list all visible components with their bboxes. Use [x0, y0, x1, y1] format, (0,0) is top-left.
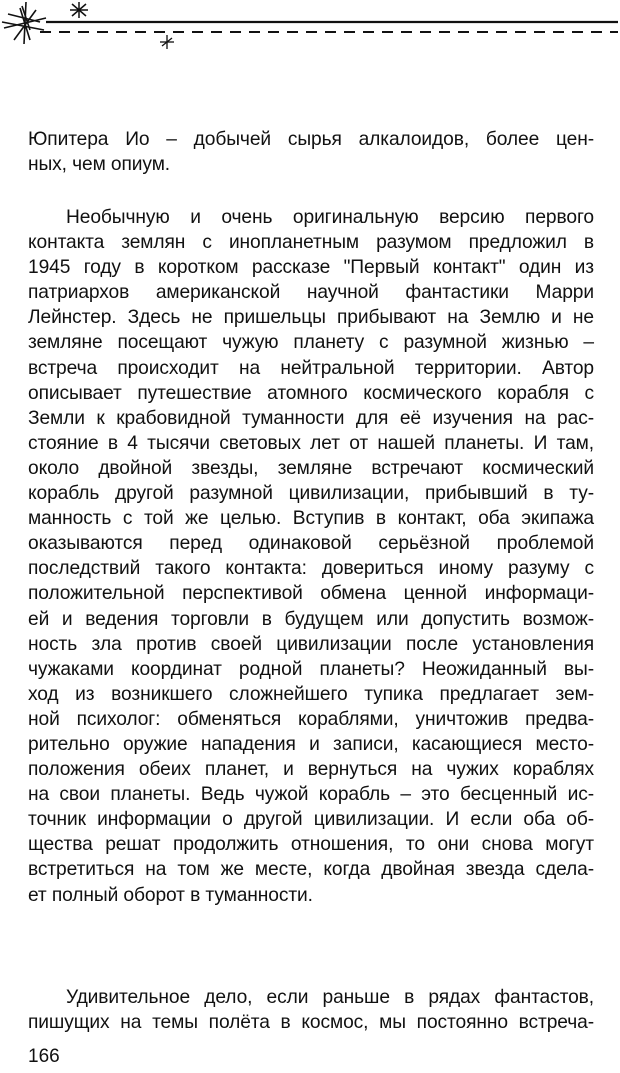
- text-line: щества решат продолжить отношения, то они снова могут: [28, 834, 594, 856]
- text-line: положительной перспективой обмена ценной информаци-: [28, 583, 594, 605]
- text-line: ной психолог: обменяться кораблями, уничтожив предва-: [28, 708, 594, 730]
- text-line: на свои планеты. Ведь чужой корабль – это бесценный ис-: [28, 784, 594, 806]
- text-line: точник информации о другой цивилизации. И если оба об-: [28, 809, 594, 831]
- page-number: 166: [28, 1046, 60, 1067]
- text-line: Необычную и очень оригинальную версию первого: [66, 207, 594, 228]
- text-line: ет полный оборот в туманности.: [28, 884, 313, 906]
- text-line: ных, чем опиум.: [28, 154, 171, 176]
- text-line: встреча происходит на нейтральной территории. Автор: [28, 357, 594, 379]
- text-line: положения обеих планет, и вернуться на чужих кораблях: [28, 759, 594, 781]
- text-line: манность с той же целью. Вступив в контакт, оба экипажа: [28, 508, 594, 530]
- text-line: около двойной звезды, земляне встречают космический: [28, 457, 594, 479]
- text-line: Удивительное дело, если раньше в рядах фантастов,: [66, 987, 594, 1008]
- text-line: контакта землян с инопланетным разумом предложил в: [28, 232, 594, 254]
- text-line: ей и ведения торговли в будущем или допустить возмож-: [28, 608, 594, 630]
- header-ornament: [0, 0, 620, 60]
- text-line: чужаками координат родной планеты? Неожиданный вы-: [28, 658, 594, 680]
- text-line: встретиться на том же месте, когда двойная звезда сдела-: [28, 859, 594, 881]
- text-line: патриархов американской научной фантастики Марри: [28, 282, 594, 304]
- tiny-star-icon: [160, 35, 174, 49]
- star-burst-icon: [2, 2, 46, 44]
- paragraph-1: [28, 127, 594, 177]
- text-line: ность зла против своей цивилизации после установления: [28, 633, 594, 655]
- paragraph-3: [28, 985, 594, 1035]
- small-star-icon: [70, 2, 88, 18]
- text-line: ход из возникшего сложнейшего тупика предлагает зем-: [28, 683, 594, 705]
- text-line: земляне посещают чужую планету с разумной жизнью –: [28, 332, 594, 354]
- paragraph-2: [28, 205, 594, 908]
- text-line: рительно оружие нападения и записи, касающиеся место-: [28, 733, 594, 755]
- text-line: 1945 году в коротком рассказе "Первый контакт" один из: [28, 257, 594, 279]
- text-line: Лейнстер. Здесь не пришельцы прибывают на Землю и не: [28, 307, 594, 329]
- text-line: описывает путешествие атомного космического корабля с: [28, 382, 594, 404]
- text-line: последствий такого контакта: довериться иному разуму с: [28, 558, 594, 580]
- text-line: Юпитера Ио – добычей сырья алкалоидов, более цен-: [28, 129, 594, 150]
- text-line: Земли к крабовидной туманности для её изучения на рас-: [28, 407, 594, 429]
- text-line: пишущих на темы полёта в космос, мы постоянно встреча-: [28, 1012, 594, 1034]
- text-line: корабль другой разумной цивилизации, прибывший в ту-: [28, 483, 594, 505]
- text-line: оказываются перед одинаковой серьёзной проблемой: [28, 533, 594, 555]
- text-line: стояние в 4 тысячи световых лет от нашей планеты. И там,: [28, 432, 594, 454]
